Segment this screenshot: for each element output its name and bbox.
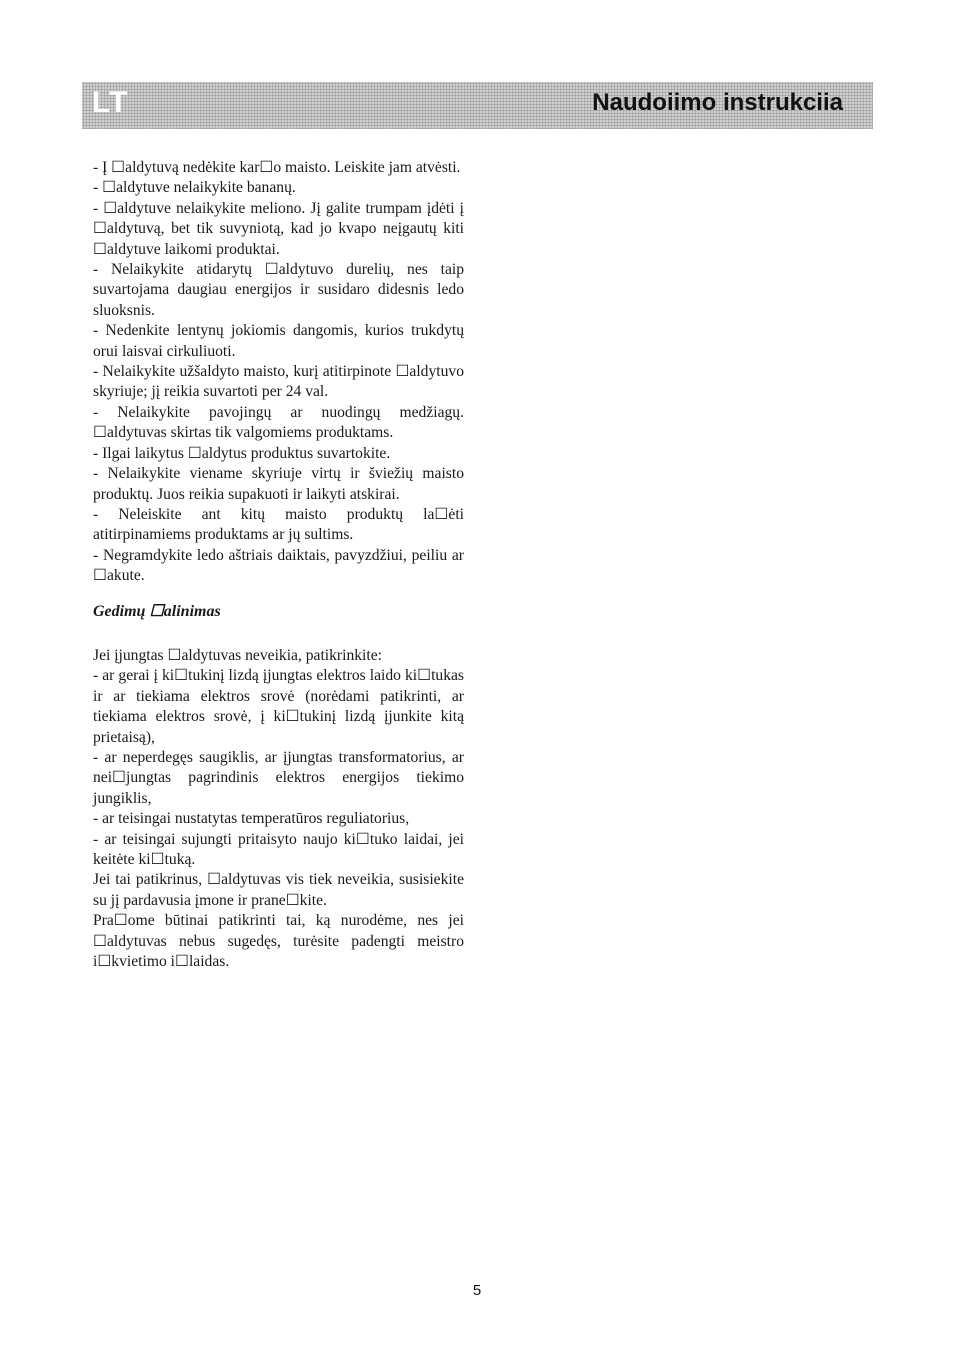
rule-item: - Negramdykite ledo aštriais daiktais, pavyzdžiui, peiliu ar ☐akute. [93,546,464,585]
rule-item: - Į ☐aldytuvą nedėkite kar☐o maisto. Leiskite jam atvėsti. [93,159,461,176]
rule-item: - Neleiskite ant kitų maisto produktų la☐ėti atitirpinamiems produktams ar jų sultims. [93,505,464,544]
page-header [82,82,873,129]
section-spacer [93,622,464,646]
rule-item: - Nelaikykite atidarytų ☐aldytuvo durelių, nes taip suvartojama daugiau energijos ir susidaro didesnis ledo sluoksnis. [93,261,464,319]
page-number: 5 [472,1282,482,1299]
check-item: - ar neperdegęs saugiklis, ar įjungtas transformatorius, ar nei☐jungtas pagrindinis elektros energijos tiekimo jungiklis, [93,748,464,807]
rule-item: - Nelaikykite viename skyriuje virtų ir šviežių maisto produktų. Juos reikia supakuoti ir laikyti atskirai. [93,465,464,503]
check-item: - ar teisingai nustatytas temperatūros reguliatorius, [93,810,410,828]
check-item: - ar teisingai sujungti pritaisyto naujo ki☐tuko laidai, jei keitėte ki☐tuką. [93,830,464,868]
rule-item: - ☐aldytuve nelaikykite bananų. [93,179,296,197]
rule-item: - Ilgai laikytus ☐aldytus produktus suvartokite. [93,444,391,462]
header-title: Naudoiimo instrukciia [592,89,843,116]
check-item: - ar gerai į ki☐tukinį lizdą įjungtas elektros laido ki☐tukas ir ar tiekiama elektros srovė (norėdami patikrinti, ar tiekiama elektros srovė, į ki☐tukinį lizdą įjunkite kitą prietaisą), [93,667,464,746]
closing-paragraph: Jei tai patikrinus, ☐aldytuvas vis tiek neveikia, susisiekite su jį pardavusia įmone ir prane☐kite. [93,871,464,909]
section-intro: Jei įjungtas ☐aldytuvas neveikia, patikrinkite: [93,646,382,664]
main-text-column [93,158,464,972]
section-heading: Gedimų ☐alinimas [93,602,221,620]
rule-item: - Nelaikykite pavojingų ar nuodingų medžiagų. ☐aldytuvas skirtas tik valgomiems produktams. [93,403,464,442]
rule-item: - ☐aldytuve nelaikykite meliono. Jį galite trumpam įdėti į ☐aldytuvą, bet tik suvyniotą, kad jo kvapo neįgautų kiti ☐aldytuve laikomi produktai. [93,199,464,258]
language-code: LT [92,86,129,119]
closing-paragraph: Pra☐ome būtinai patikrinti tai, ką nurodėme, nes jei ☐aldytuvas nebus sugedęs, turėsite padengti meistro i☐kvietimo i☐laidas. [93,912,464,971]
rule-item: - Nedenkite lentynų jokiomis dangomis, kurios trukdytų orui laisvai cirkuliuoti. [93,322,464,360]
rule-item: - Nelaikykite užšaldyto maisto, kurį atitirpinote ☐aldytuvo skyriuje; jį reikia suvartoti per 24 val. [93,363,464,401]
